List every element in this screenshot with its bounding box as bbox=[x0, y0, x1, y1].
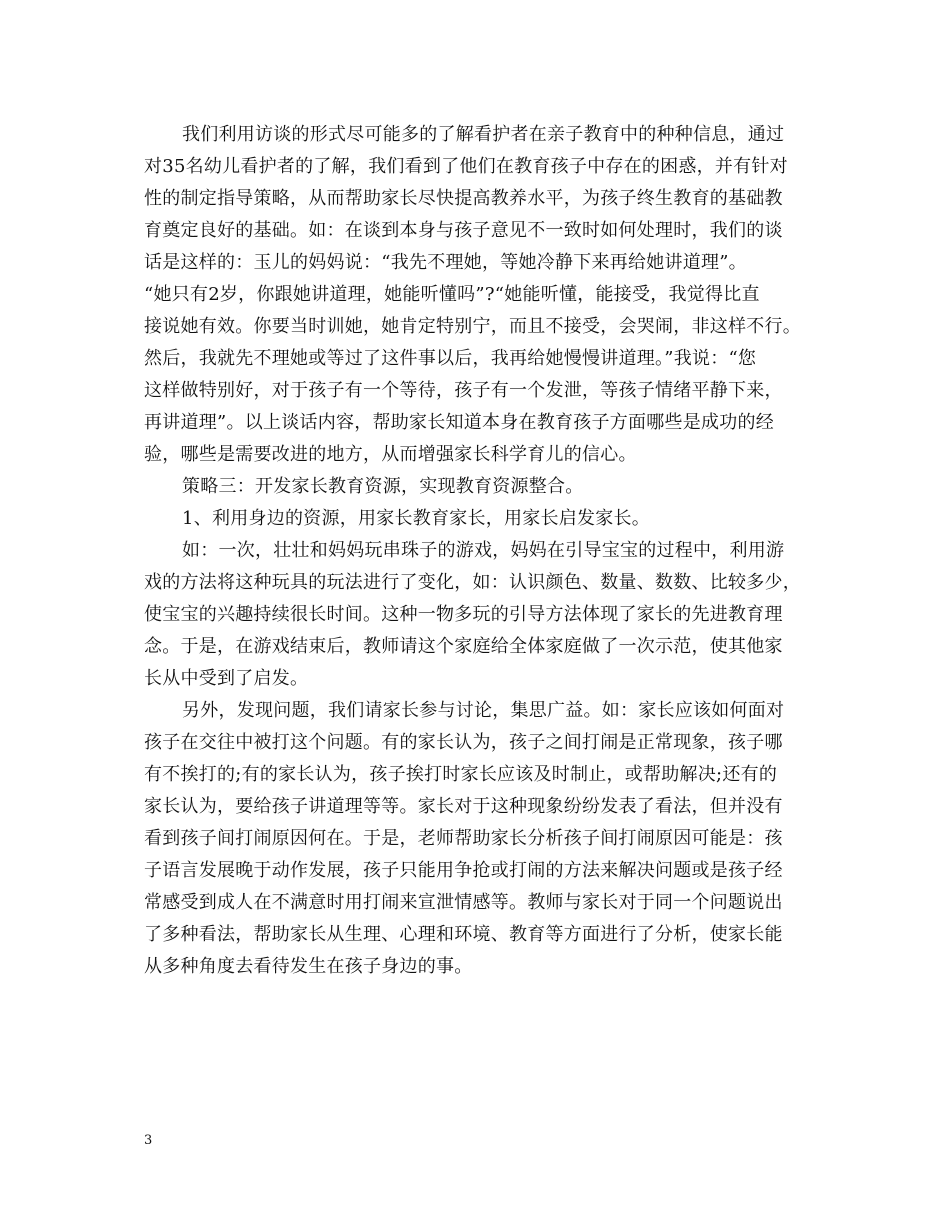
text-line: 1、利用身边的资源，用家长教育家长，用家长启发家长。 bbox=[182, 508, 650, 529]
body-text bbox=[144, 119, 806, 983]
text-line: 性的制定指导策略，从而帮助家长尽快提高教养水平，为孩子终生教育的基础教 bbox=[144, 188, 783, 209]
text-line: 话是这样的：玉儿的妈妈说：“我先不理她，等她冷静下来再给她讲道理”。 bbox=[144, 252, 747, 273]
text-line: 接说她有效。你要当时训她，她肯定特别宁，而且不接受，会哭闹，非这样不行。 bbox=[144, 316, 801, 337]
text-line: 常感受到成人在不满意时用打闹来宣泄情感等。教师与家长对于同一个问题说出 bbox=[144, 892, 783, 913]
text-line: “她只有2岁，你跟她讲道理，她能听懂吗”?“她能听懂，能接受，我觉得比直 bbox=[144, 284, 760, 305]
text-line: 使宝宝的兴趣持续很长时间。这种一物多玩的引导方法体现了家长的先进教育理 bbox=[144, 604, 783, 625]
text-line: 策略三：开发家长教育资源，实现教育资源整合。 bbox=[182, 476, 584, 497]
text-line: 然后，我就先不理她或等过了这件事以后，我再给她慢慢讲道理。”我说：“您 bbox=[144, 348, 757, 369]
text-line: 从多种角度去看待发生在孩子身边的事。 bbox=[144, 956, 473, 977]
text-line: 孩子在交往中被打这个问题。有的家长认为，孩子之间打闹是正常现象，孩子哪 bbox=[144, 732, 783, 753]
text-line: 验，哪些是需要改进的地方，从而增强家长科学育儿的信心。 bbox=[144, 444, 637, 465]
text-line: 看到孩子间打闹原因何在。于是，老师帮助家长分析孩子间打闹原因可能是：孩 bbox=[144, 828, 783, 849]
text-line: 我们利用访谈的形式尽可能多的了解看护者在亲子教育中的种种信息，通过 bbox=[182, 124, 785, 145]
text-line: 再讲道理”。以上谈话内容，帮助家长知道本身在教育孩子方面哪些是成功的经 bbox=[144, 412, 774, 433]
text-line: 家长认为，要给孩子讲道理等等。家长对于这种现象纷纷发表了看法，但并没有 bbox=[144, 796, 783, 817]
text-line: 另外，发现问题，我们请家长参与讨论，集思广益。如：家长应该如何面对 bbox=[182, 700, 785, 721]
text-line: 有不挨打的;有的家长认为，孩子挨打时家长应该及时制止，或帮助解决;还有的 bbox=[144, 764, 778, 785]
text-line: 这样做特别好，对于孩子有一个等待，孩子有一个发泄，等孩子情绪平静下来， bbox=[144, 380, 783, 401]
text-line: 育奠定良好的基础。如：在谈到本身与孩子意见不一致时如何处理时，我们的谈 bbox=[144, 220, 783, 241]
text-line: 戏的方法将这种玩具的玩法进行了变化，如：认识颜色、数量、数数、比较多少， bbox=[144, 572, 801, 593]
page-number: 3 bbox=[144, 1133, 153, 1148]
text-line: 长从中受到了启发。 bbox=[144, 668, 309, 689]
text-line: 子语言发展晚于动作发展，孩子只能用争抢或打闹的方法来解决问题或是孩子经 bbox=[144, 860, 783, 881]
text-line: 了多种看法，帮助家长从生理、心理和环境、教育等方面进行了分析，使家长能 bbox=[144, 924, 783, 945]
text-line: 如：一次，壮壮和妈妈玩串珠子的游戏，妈妈在引导宝宝的过程中，利用游 bbox=[182, 540, 785, 561]
text-line: 对35名幼儿看护者的了解，我们看到了他们在教育孩子中存在的困惑，并有针对 bbox=[144, 156, 788, 177]
text-line: 念。于是，在游戏结束后，教师请这个家庭给全体家庭做了一次示范，使其他家 bbox=[144, 636, 783, 657]
